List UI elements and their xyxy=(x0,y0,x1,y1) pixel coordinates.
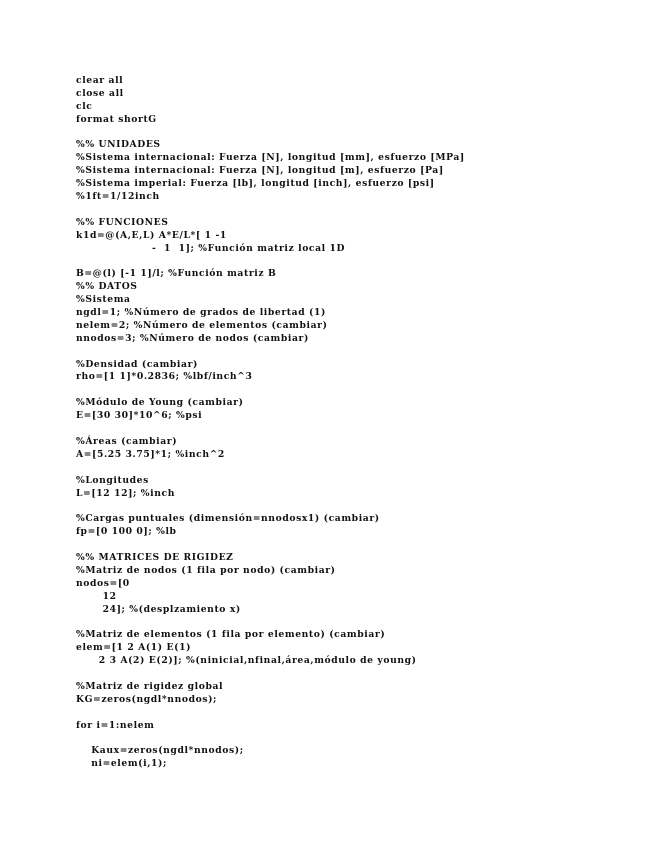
code-line: rho=[1 1]*0.2836; %lbf/inch^3 xyxy=(76,371,253,383)
blank-line xyxy=(76,255,636,268)
code-line: close all xyxy=(76,87,124,99)
code-line: 24]; %(desplzamiento x) xyxy=(76,603,241,615)
blank-line xyxy=(76,732,636,745)
blank-line xyxy=(76,423,636,436)
code-line: %% FUNCIONES xyxy=(76,216,169,228)
code-line: format shortG xyxy=(76,113,157,125)
code-line: %Cargas puntuales (dimensión=nnodosx1) (cambiar) xyxy=(76,513,380,525)
code-line: %Matriz de nodos (1 fila por nodo) (cambiar) xyxy=(76,564,336,576)
code-line: - 1 1]; %Función matriz local 1D xyxy=(76,242,346,254)
blank-line xyxy=(76,668,636,681)
blank-line xyxy=(76,127,636,140)
code-line: ni=elem(i,1); xyxy=(76,758,167,770)
code-line: for i=1:nelem xyxy=(76,719,155,731)
code-line: nodos=[0 xyxy=(76,577,130,589)
code-line: %Matriz de elementos (1 fila por elemento) (cambiar) xyxy=(76,629,386,641)
code-block xyxy=(76,75,636,771)
code-line: Kaux=zeros(ngdl*nnodos); xyxy=(76,745,244,757)
code-line: %% MATRICES DE RIGIDEZ xyxy=(76,551,234,563)
code-line: nelem=2; %Número de elementos (cambiar) xyxy=(76,319,328,331)
code-line: clc xyxy=(76,100,93,112)
code-line: ngdl=1; %Número de grados de libertad (1) xyxy=(76,307,326,319)
code-line: B=@(l) [-1 1]/l; %Función matriz B xyxy=(76,268,277,280)
blank-line xyxy=(76,539,636,552)
code-line: %Sistema imperial: Fuerza [lb], longitud [inch], esfuerzo [psi] xyxy=(76,178,435,190)
blank-line xyxy=(76,500,636,513)
code-line: %Sistema internacional: Fuerza [N], longitud [m], esfuerzo [Pa] xyxy=(76,165,444,177)
code-line: 2 3 A(2) E(2)]; %(ninicial,nfinal,área,módulo de young) xyxy=(76,655,417,667)
code-line: k1d=@(A,E,L) A*E/L*[ 1 -1 xyxy=(76,229,227,241)
code-line: fp=[0 100 0]; %lb xyxy=(76,526,177,538)
blank-line xyxy=(76,384,636,397)
blank-line xyxy=(76,204,636,217)
code-line: 12 xyxy=(76,590,117,602)
code-line: %Áreas (cambiar) xyxy=(76,435,178,447)
code-line: %% UNIDADES xyxy=(76,139,161,151)
code-line: %Longitudes xyxy=(76,474,149,486)
code-line: clear all xyxy=(76,75,124,86)
code-line: %Densidad (cambiar) xyxy=(76,358,198,370)
code-line: A=[5.25 3.75]*1; %inch^2 xyxy=(76,448,225,460)
code-line: KG=zeros(ngdl*nnodos); xyxy=(76,693,218,705)
blank-line xyxy=(76,462,636,475)
code-line: L=[12 12]; %inch xyxy=(76,487,175,499)
code-line: E=[30 30]*10^6; %psi xyxy=(76,410,203,422)
code-line: nnodos=3; %Número de nodos (cambiar) xyxy=(76,332,309,344)
code-line: %% DATOS xyxy=(76,281,138,293)
code-line: %1ft=1/12inch xyxy=(76,191,160,203)
blank-line xyxy=(76,346,636,359)
blank-line xyxy=(76,707,636,720)
blank-line xyxy=(76,616,636,629)
code-line: %Sistema xyxy=(76,294,131,306)
code-line: %Sistema internacional: Fuerza [N], longitud [mm], esfuerzo [MPa] xyxy=(76,152,465,164)
code-line: elem=[1 2 A(1) E(1) xyxy=(76,642,192,654)
code-line: %Matriz de rigidez global xyxy=(76,680,224,692)
code-line: %Módulo de Young (cambiar) xyxy=(76,397,244,409)
